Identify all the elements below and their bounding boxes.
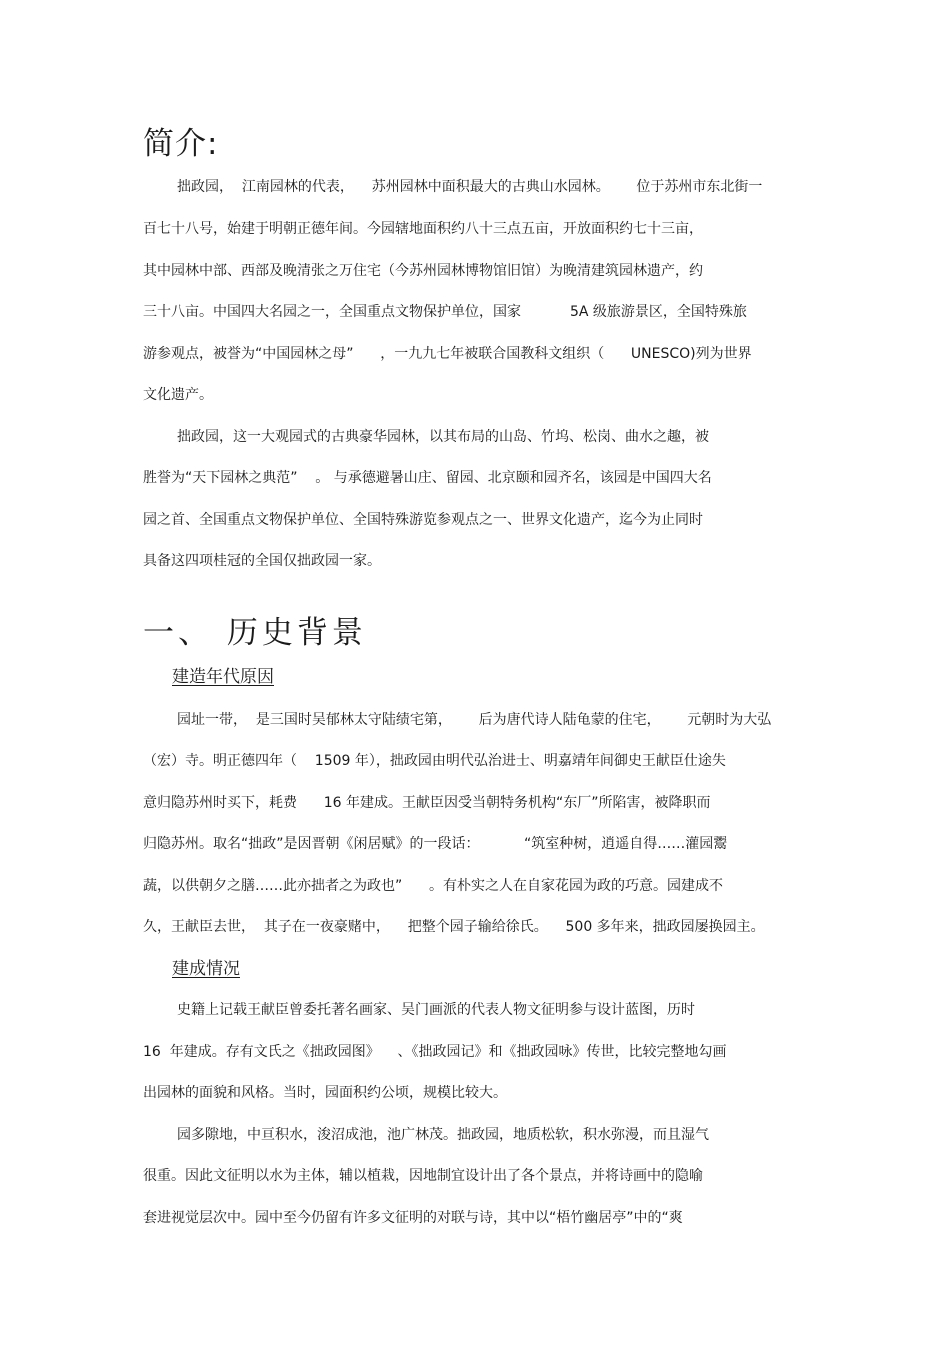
intro-heading: 简介: (143, 126, 219, 162)
subheading-construction-status: 建成情况 (172, 959, 240, 979)
paragraph-line: 园址一带， 是三国时吴郁林太守陆绩宅第， 后为唐代诗人陆龟蒙的住宅， 元朝时为大弘 (177, 712, 772, 728)
paragraph-line: 园多隙地，中亘积水，浚沼成池，池广林茂。拙政园，地质松软，积水弥漫，而且湿气 (177, 1127, 709, 1143)
paragraph-line: 意归隐苏州时买下，耗费 16 年建成。王献臣因受当朝特务机构“东厂”所陷害，被降职而 (143, 795, 711, 811)
paragraph-line: （宏）寺。明正德四年（ 1509 年），拙政园由明代弘治进士、明嘉靖年间御史王献臣仕途失 (143, 753, 726, 769)
paragraph-line: 归隐苏州。取名“拙政”是因晋朝《闲居赋》的一段话： “筑室种树，逍遥自得……灌园鬻 (143, 836, 728, 852)
paragraph-line: 拙政园， 江南园林的代表， 苏州园林中面积最大的古典山水园林。 位于苏州市东北街一 (177, 179, 763, 195)
paragraph-line: 三十八亩。中国四大名园之一，全国重点文物保护单位，国家 5A 级旅游景区，全国特殊旅 (143, 304, 747, 320)
paragraph-line: 很重。因此文征明以水为主体，辅以植栽，因地制宜设计出了各个景点，并将诗画中的隐喻 (143, 1168, 703, 1184)
paragraph-line: 套进视觉层次中。园中至今仍留有许多文征明的对联与诗，其中以“梧竹幽居亭”中的“爽 (143, 1210, 683, 1226)
paragraph-line: 文化遗产。 (143, 387, 213, 403)
paragraph-line: 具备这四项桂冠的全国仅拙政园一家。 (143, 553, 381, 569)
paragraph-line: 史籍上记载王献臣曾委托著名画家、吴门画派的代表人物文征明参与设计蓝图，历时 (177, 1002, 695, 1018)
paragraph-line: 拙政园，这一大观园式的古典豪华园林，以其布局的山岛、竹坞、松岗、曲水之趣，被 (177, 429, 709, 445)
paragraph-line: 其中园林中部、西部及晚清张之万住宅（今苏州园林博物馆旧馆）为晚清建筑园林遗产，约 (143, 263, 703, 279)
subheading-construction-reason: 建造年代原因 (172, 667, 274, 687)
paragraph-line: 出园林的面貌和风格。当时，园面积约公顷，规模比较大。 (143, 1085, 507, 1101)
paragraph-line: 久，王献臣去世， 其子在一夜豪赌中， 把整个园子输给徐氏。 500 多年来，拙政园屡换园主。 (143, 919, 765, 935)
paragraph-line: 园之首、全国重点文物保护单位、全国特殊游览参观点之一、世界文化遗产，迄今为止同时 (143, 512, 703, 528)
paragraph-line: 胜誉为“天下园林之典范” 。 与承德避暑山庄、留园、北京颐和园齐名，该园是中国四大名 (143, 470, 712, 486)
paragraph-line: 蔬，以供朝夕之膳……此亦拙者之为政也” 。有朴实之人在自家花园为政的巧意。园建成不 (143, 878, 723, 894)
paragraph-line: 16 年建成。存有文氏之《拙政园图》 、《拙政园记》和《拙政园咏》传世，比较完整地勾画 (143, 1044, 727, 1060)
history-heading: 一、 历史背景 (143, 615, 367, 651)
paragraph-line: 百七十八号，始建于明朝正德年间。今园辖地面积约八十三点五亩，开放面积约七十三亩， (143, 221, 703, 237)
paragraph-line: 游参观点，被誉为“中国园林之母” ，一九九七年被联合国教科文组织（ UNESCO)列为世界 (143, 346, 752, 362)
